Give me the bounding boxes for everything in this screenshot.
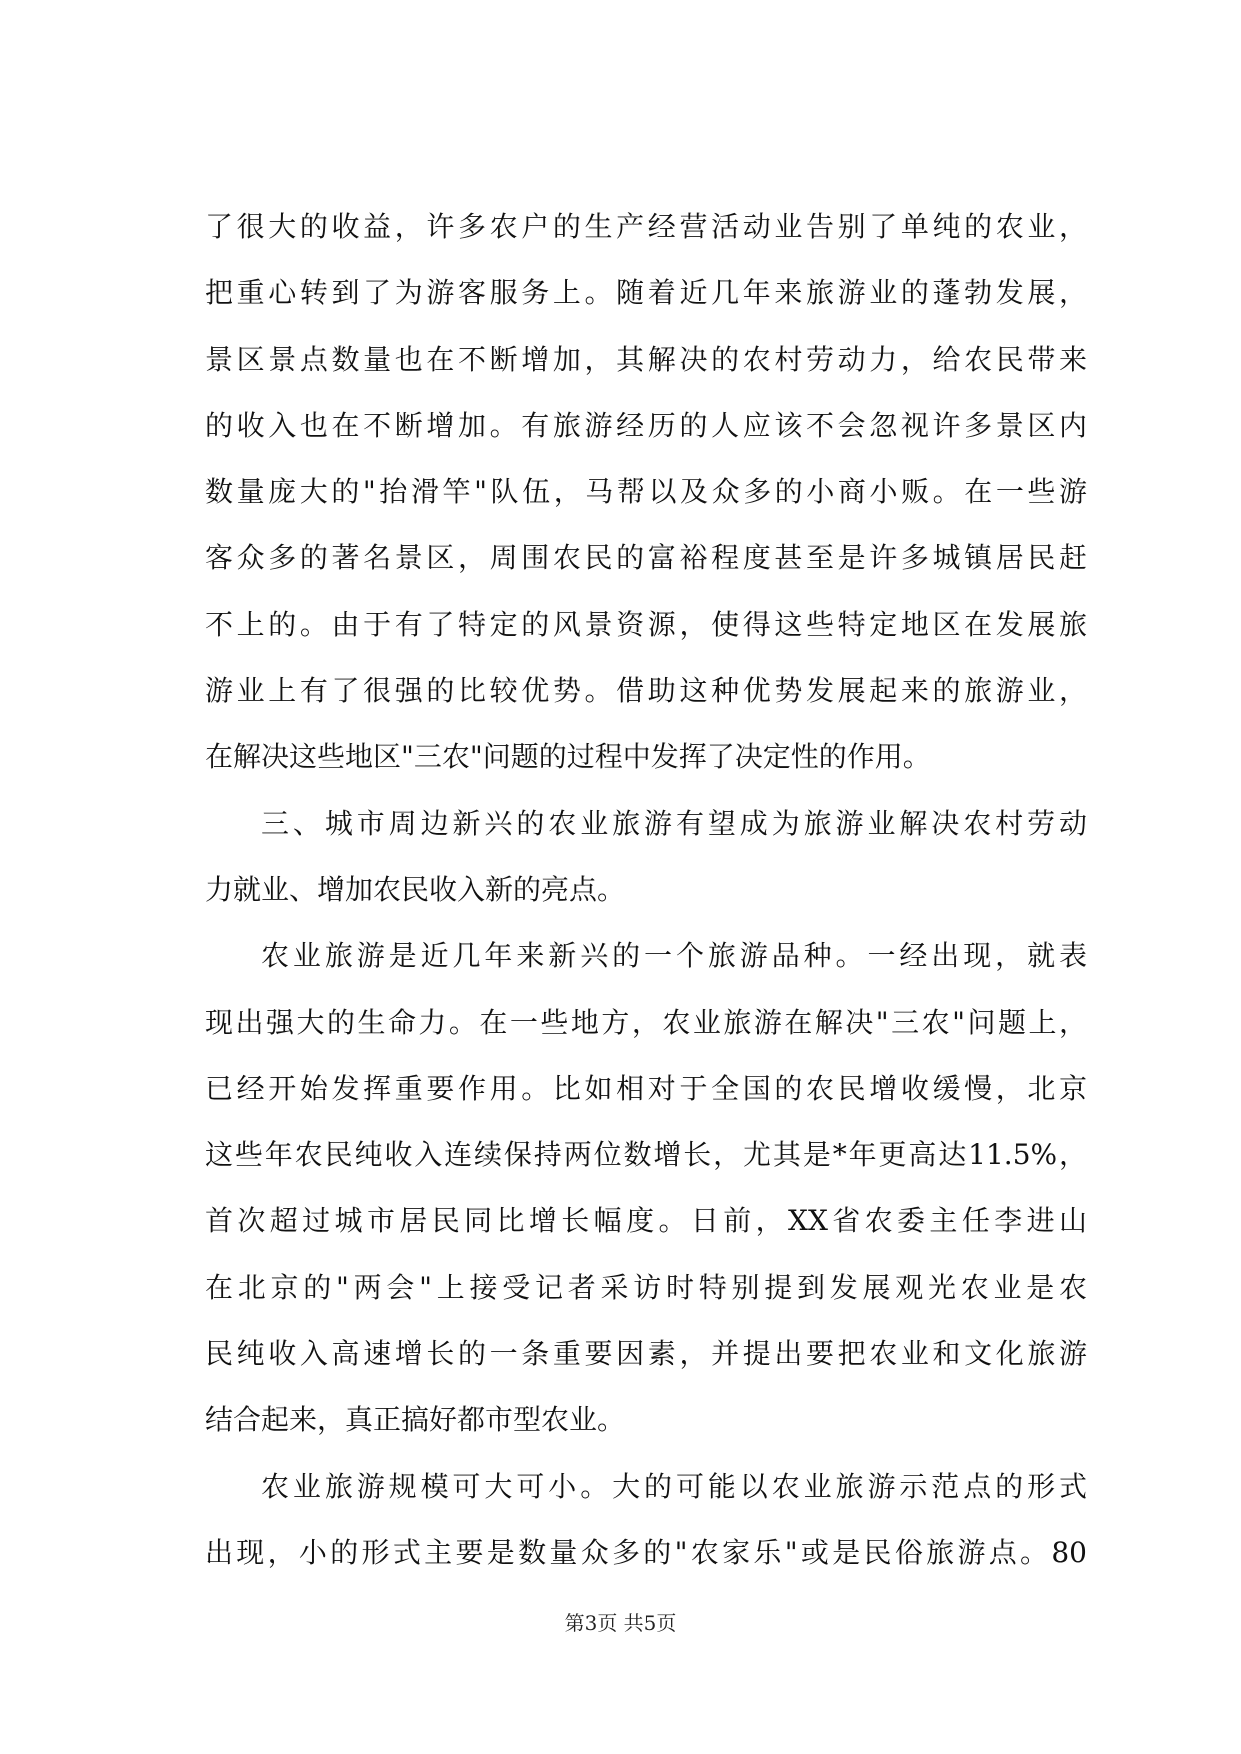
text-line: 游业上有了很强的比较优势。借助这种优势发展起来的旅游业，	[205, 674, 1087, 708]
section-heading-line: 三、城市周边新兴的农业旅游有望成为旅游业解决农村劳动	[261, 806, 1087, 840]
text-line: 现出强大的生命力。在一些地方，农业旅游在解决"三农"问题上，	[205, 1005, 1087, 1039]
text-line: 的收入也在不断增加。有旅游经历的人应该不会忽视许多景区内	[205, 408, 1087, 442]
text-line: 把重心转到了为游客服务上。随着近几年来旅游业的蓬勃发展，	[205, 276, 1087, 310]
text-line: 农业旅游规模可大可小。大的可能以农业旅游示范点的形式	[261, 1469, 1087, 1503]
text-line: 民纯收入高速增长的一条重要因素，并提出要把农业和文化旅游	[205, 1337, 1087, 1371]
section-heading-line: 力就业、增加农民收入新的亮点。	[205, 872, 626, 906]
text-line: 农业旅游是近几年来新兴的一个旅游品种。一经出现，就表	[261, 939, 1087, 973]
text-line: 这些年农民纯收入连续保持两位数增长，尤其是*年更高达11.5%，	[205, 1138, 1087, 1172]
text-line: 出现，小的形式主要是数量众多的"农家乐"或是民俗旅游点。80	[205, 1535, 1087, 1569]
text-line: 在北京的"两会"上接受记者采访时特别提到发展观光农业是农	[205, 1270, 1087, 1304]
text-line: 不上的。由于有了特定的风景资源，使得这些特定地区在发展旅	[205, 607, 1087, 641]
text-line: 结合起来，真正搞好都市型农业。	[205, 1403, 626, 1437]
page-number: 第3页 共5页	[564, 1611, 677, 1635]
text-line: 已经开始发挥重要作用。比如相对于全国的农民增收缓慢，北京	[205, 1071, 1087, 1105]
text-line: 了很大的收益，许多农户的生产经营活动业告别了单纯的农业，	[205, 210, 1087, 243]
document-body	[205, 194, 1087, 1586]
text-line: 首次超过城市居民同比增长幅度。日前，XX省农委主任李进山	[205, 1204, 1087, 1238]
page-footer	[0, 1608, 1241, 1638]
text-line: 在解决这些地区"三农"问题的过程中发挥了决定性的作用。	[205, 740, 931, 774]
text-line: 客众多的著名景区，周围农民的富裕程度甚至是许多城镇居民赶	[205, 541, 1087, 575]
text-line: 景区景点数量也在不断增加，其解决的农村劳动力，给农民带来	[205, 342, 1087, 376]
text-line: 数量庞大的"抬滑竿"队伍，马帮以及众多的小商小贩。在一些游	[205, 475, 1087, 509]
